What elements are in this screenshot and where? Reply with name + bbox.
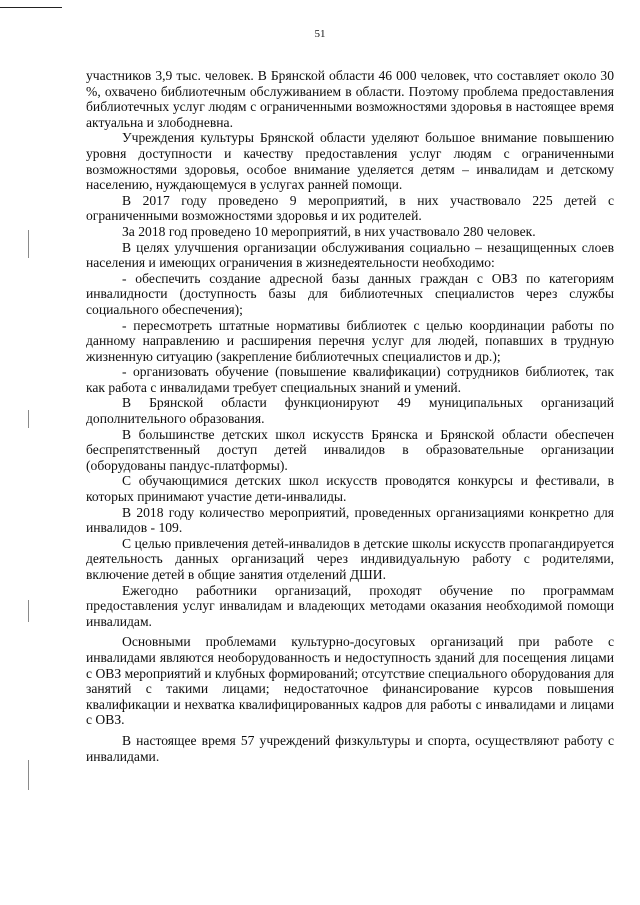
paragraph: Ежегодно работники организаций, проходят обучение по программам предоставления услуг инвалидам и владеющих методами оказания необходимой помощи инвалидам. xyxy=(86,582,614,629)
paragraph: участников 3,9 тыс. человек. В Брянской области 46 000 человек, что составляет около 30 %, охвачено библиотечным обслуживанием в области. Поэтому проблема предоставления библиотечных услуг людям с ограниченными возможностями здоровья в настоящее время актуальна и злободневна. xyxy=(86,68,614,130)
scan-margin-mark xyxy=(28,230,29,258)
paragraph: В большинстве детских школ искусств Брянска и Брянской области обеспечен беспрепятственный доступ детей инвалидов в образовательные организации (оборудованы пандус-платформы). xyxy=(86,426,614,473)
paragraph: В настоящее время 57 учреждений физкультуры и спорта, осуществляют работу с инвалидами. xyxy=(86,732,614,764)
paragraph: В целях улучшения организации обслуживания социально – незащищенных слоев населения и имеющих ограничения в жизнедеятельности необходимо: xyxy=(86,239,614,271)
document-body xyxy=(86,68,614,764)
list-item: - организовать обучение (повышение квалификации) сотрудников библиотек, так как работа с инвалидами требует специальных знаний и умений. xyxy=(86,364,614,395)
paragraph: За 2018 год проведено 10 мероприятий, в них участвовало 280 человек. xyxy=(122,223,536,239)
paragraph: В 2018 году количество мероприятий, проведенных организациями конкретно для инвалидов - 109. xyxy=(86,504,614,536)
paragraph: Учреждения культуры Брянской области уделяют большое внимание повышению уровня доступности и качеству предоставления услуг людям с ограниченными возможностями здоровья, особое внимание уделяется детям – инвалидам и детскому населению, нуждающемуся в услугах ранней помощи. xyxy=(86,130,614,193)
list-item: - пересмотреть штатные нормативы библиотек с целью координации работы по данному направлению и расширения перечня услуг для людей, попавших в трудную жизненную ситуацию (закрепление библиотечных специалистов и др.); xyxy=(86,317,614,364)
paragraph: В 2017 году проведено 9 мероприятий, в них участвовало 225 детей с ограниченными возможностями здоровья и их родителей. xyxy=(86,192,614,224)
paragraph: С целью привлечения детей-инвалидов в детские школы искусств пропагандируется деятельность данных организаций через индивидуальную работу с родителями, включение детей в общие занятия отделений ДШИ. xyxy=(86,535,614,582)
page-number: 51 xyxy=(314,28,326,40)
paragraph: В Брянской области функционируют 49 муниципальных организаций дополнительного образования. xyxy=(86,395,614,427)
scan-margin-mark xyxy=(28,410,29,428)
scan-edge-line xyxy=(0,7,62,8)
scan-margin-mark xyxy=(28,600,29,622)
scan-margin-mark xyxy=(28,760,29,790)
list-item: - обеспечить создание адресной базы данных граждан с ОВЗ по категориям инвалидности (доступность базы для библиотечных специалистов через службы социального обеспечения); xyxy=(86,270,614,317)
paragraph: С обучающимися детских школ искусств проводятся конкурсы и фестивали, в которых принимают участие дети-инвалиды. xyxy=(86,473,614,505)
paragraph: Основными проблемами культурно-досуговых организаций при работе с инвалидами являются необорудованность и недоступность зданий для посещения лицами с ОВЗ мероприятий и клубных формирований; отсутствие специального оборудования для занятий с такими лицами; недостаточное финансирование курсов повышения квалификации и нехватка квалифицированных кадров для работы с инвалидами и лицами с ОВЗ. xyxy=(86,634,614,728)
